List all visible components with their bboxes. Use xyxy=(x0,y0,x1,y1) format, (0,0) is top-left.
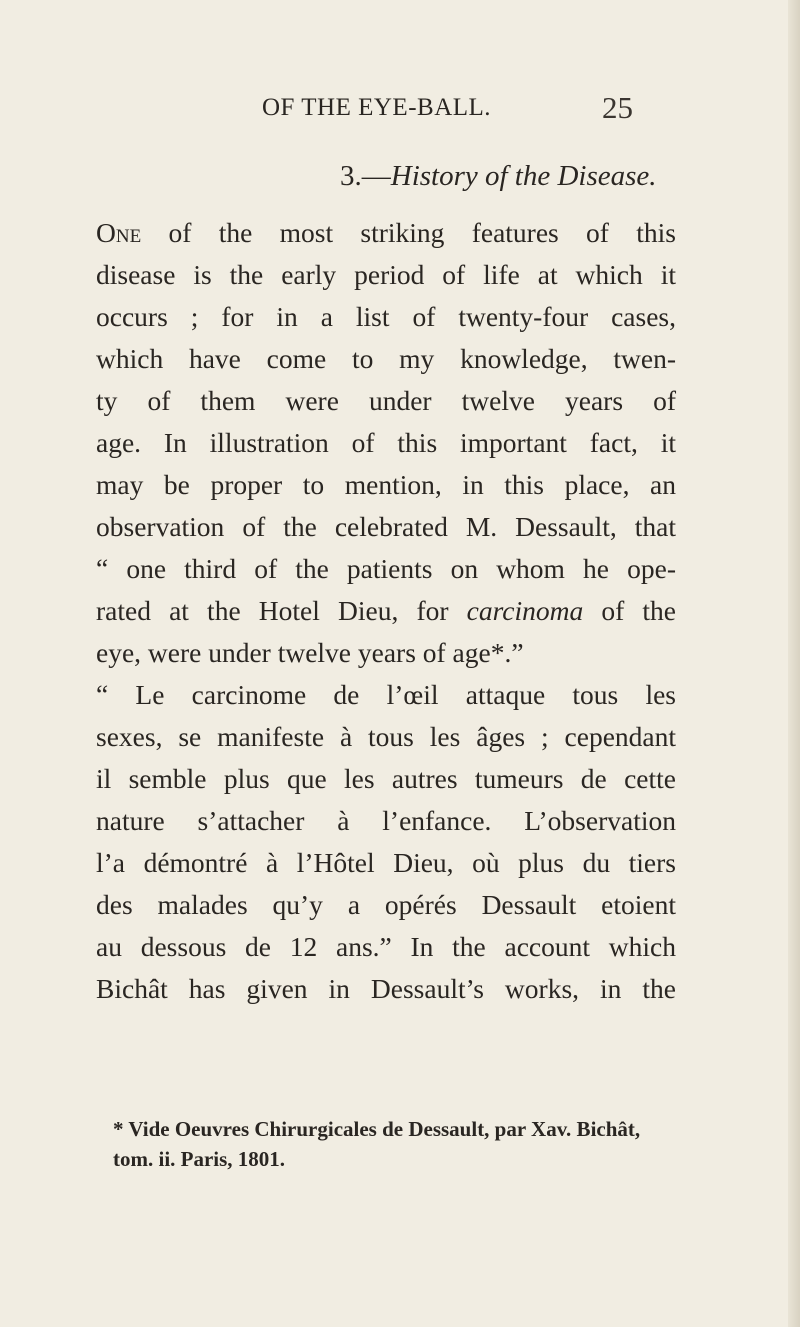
body-line: des malades qu’y a opérés Dessault etoient xyxy=(96,889,676,920)
body-line: sexes, se manifeste à tous les âges ; cependant xyxy=(96,721,676,752)
body-text xyxy=(96,212,676,1010)
body-line: observation of the celebrated M. Dessault, that xyxy=(96,511,676,542)
footnote xyxy=(113,1114,683,1174)
body-line-10-post: of the xyxy=(583,595,676,626)
page-header xyxy=(0,90,800,134)
page-number: 25 xyxy=(602,90,633,125)
body-line-1-rest: of the most striking features of this xyxy=(141,217,676,248)
body-line: ty of them were under twelve years of xyxy=(96,385,676,416)
section-title: History of the Disease. xyxy=(390,160,657,192)
footnote-line-1: * Vide Oeuvres Chirurgicales de Dessault, par Xav. Bichât, xyxy=(113,1117,641,1141)
body-line: which have come to my knowledge, twen- xyxy=(96,343,676,374)
body-line: “ one third of the patients on whom he ope- xyxy=(96,553,676,584)
body-line-1 xyxy=(96,212,676,254)
page-edge xyxy=(788,0,800,1327)
body-line: Bichât has given in Dessault’s works, in the xyxy=(96,973,676,1004)
body-line: disease is the early period of life at which it xyxy=(96,259,676,290)
footnote-line-2: tom. ii. Paris, 1801. xyxy=(113,1147,286,1171)
section-number: 3. xyxy=(340,160,362,192)
running-head: OF THE EYE-BALL. xyxy=(262,94,492,121)
body-line: eye, were under twelve years of age*.” xyxy=(96,637,524,668)
body-line: l’a démontré à l’Hôtel Dieu, où plus du tiers xyxy=(96,847,676,878)
section-dash: — xyxy=(361,160,391,192)
body-line: au dessous de 12 ans.” In the account which xyxy=(96,931,676,962)
body-line: il semble plus que les autres tumeurs de cette xyxy=(96,763,676,794)
section-heading xyxy=(340,160,657,193)
body-line: occurs ; for in a list of twenty-four cases, xyxy=(96,301,676,332)
drop-word: One xyxy=(96,217,142,248)
body-line: nature s’attacher à l’enfance. L’observation xyxy=(96,805,676,836)
body-line-10 xyxy=(96,590,676,632)
body-line-10-pre: rated at the Hotel Dieu, for xyxy=(96,595,467,626)
body-line: may be proper to mention, in this place, an xyxy=(96,469,676,500)
body-line: age. In illustration of this important fact, it xyxy=(96,427,676,458)
italic-carcinoma: carcinoma xyxy=(466,595,584,626)
body-line: “ Le carcinome de l’œil attaque tous les xyxy=(96,679,676,710)
